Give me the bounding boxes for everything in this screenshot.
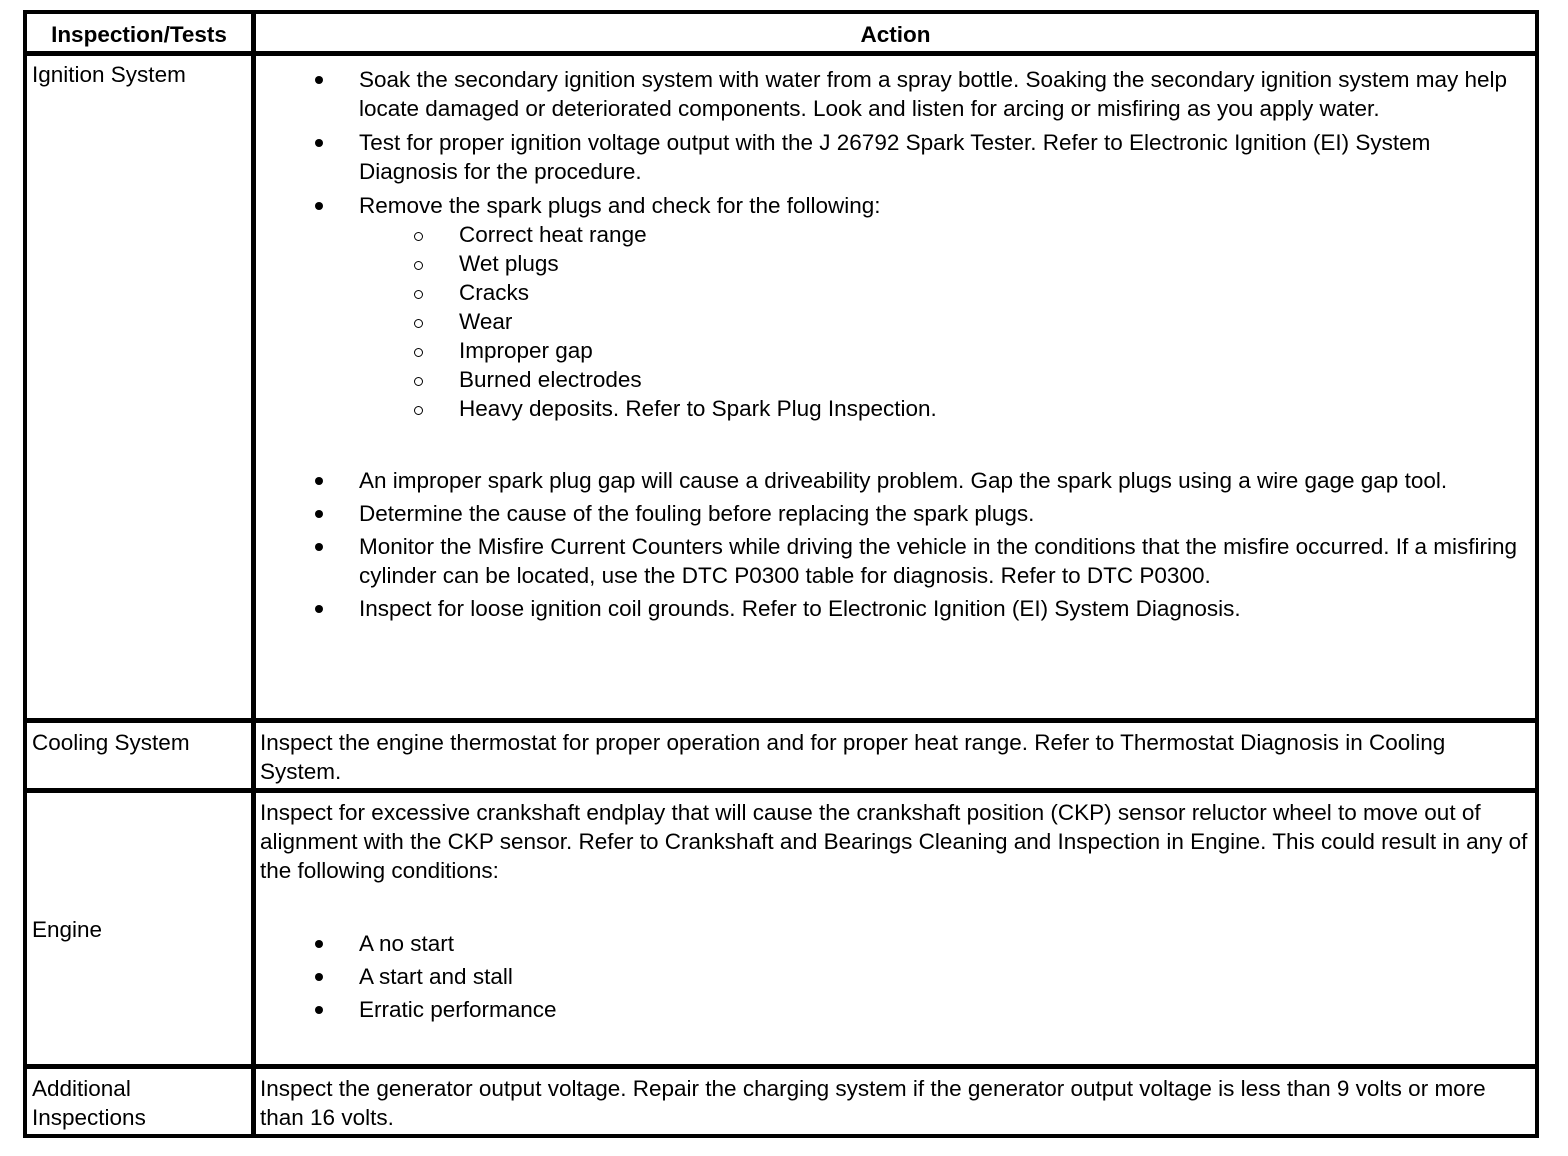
row-label-ignition-system: Ignition System — [32, 62, 186, 87]
row-divider — [27, 1064, 1535, 1069]
list-item: A start and stall — [258, 962, 1530, 991]
list-item: Monitor the Misfire Current Counters while driving the vehicle in the conditions that the misfire occurred. If a misfiring cylinder can be located, use the DTC P0300 table for diagnosis. Refer to DTC P0300. — [258, 532, 1530, 590]
engine-action-text: Inspect for excessive crankshaft endplay that will cause the crankshaft position (CKP) sensor reluctor wheel to move out of alignment with the CKP sensor. Refer to Crankshaft and Bearings Cleaning and Inspection in Engine. This could result in any of the following conditions: — [260, 800, 1528, 883]
list-item: An improper spark plug gap will cause a driveability problem. Gap the spark plugs using a wire gage gap tool. — [258, 466, 1530, 495]
list-item: Determine the cause of the fouling before replacing the spark plugs. — [258, 499, 1530, 528]
sub-list-item: Wear — [258, 307, 1530, 336]
additional-action-text: Inspect the generator output voltage. Repair the charging system if the generator output voltage is less than 9 volts or more than 16 volts. — [260, 1076, 1486, 1130]
sub-list-item: Heavy deposits. Refer to Spark Plug Inspection. — [258, 394, 1530, 423]
list-item: Soak the secondary ignition system with water from a spray bottle. Soaking the secondary ignition system may help locate damaged or deteriorated components. Look and listen for arcing or misfiring as you apply water. — [258, 65, 1530, 123]
row-divider — [27, 788, 1535, 793]
sub-list-item: Wet plugs — [258, 249, 1530, 278]
list-item: Inspect for loose ignition coil grounds. Refer to Electronic Ignition (EI) System Diagnosis. — [258, 594, 1530, 623]
list-item: Test for proper ignition voltage output with the J 26792 Spark Tester. Refer to Electronic Ignition (EI) System Diagnosis for the procedure. — [258, 128, 1530, 186]
row-label-engine: Engine — [32, 917, 103, 942]
cooling-action-text: Inspect the engine thermostat for proper operation and for proper heat range. Refer to Thermostat Diagnosis in Cooling System. — [260, 730, 1446, 784]
header-inspection-tests: Inspection/Tests — [51, 22, 227, 47]
list-item: A no start — [258, 929, 1530, 958]
engine-actions — [258, 798, 1530, 1024]
ignition-actions — [258, 65, 1530, 623]
column-divider — [251, 14, 256, 1134]
sub-list-item: Cracks — [258, 278, 1530, 307]
row-label-additional-inspections: Additional Inspections — [32, 1076, 146, 1130]
header-action: Action — [860, 22, 931, 47]
list-item: Erratic performance — [258, 995, 1530, 1024]
list-item: Remove the spark plugs and check for the following: — [258, 191, 1530, 220]
sub-list-item: Correct heat range — [258, 220, 1530, 249]
inspection-table — [23, 10, 1539, 1138]
sub-list-item: Improper gap — [258, 336, 1530, 365]
row-label-cooling-system: Cooling System — [32, 730, 190, 755]
sub-list-item: Burned electrodes — [258, 365, 1530, 394]
row-divider — [27, 718, 1535, 723]
row-divider — [27, 51, 1535, 56]
